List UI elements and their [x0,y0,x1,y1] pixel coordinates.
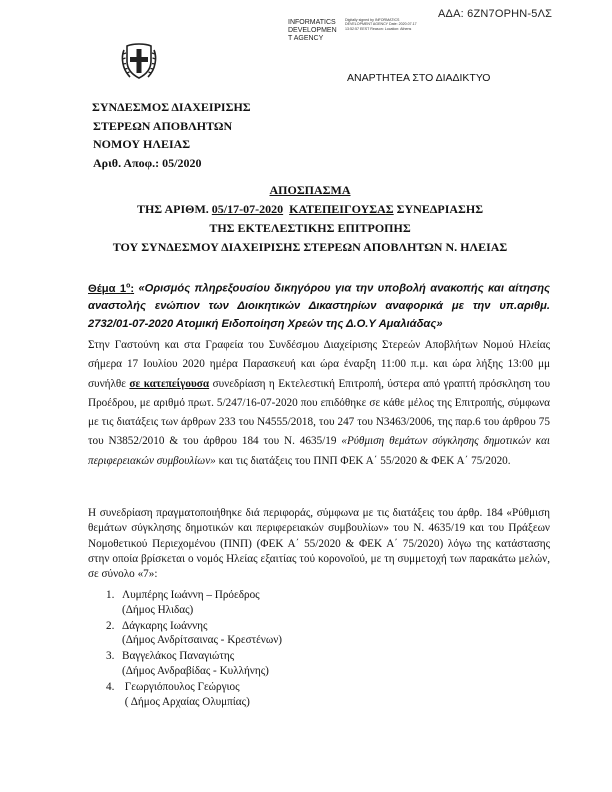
law-title: «Ρύθμιση θεμάτων σύγκλησης δημοτικών και περιφερειακών συμβουλίων» [88,435,551,467]
issuer-line: ΣΤΕΡΕΩΝ ΑΠΟΒΛΗΤΩΝ [93,118,233,133]
document-title-text: ΑΠΟΣΠΑΣΜΑ [269,183,351,197]
session-line [60,202,560,217]
association-line: ΤΟΥ ΣΥΝΔΕΣΜΟΥ ΔΙΑΧΕΙΡΙΣΗΣ ΣΤΕΡΕΩΝ ΑΠΟΒΛΗΤΩΝ Ν. ΗΛΕΙΑΣ [112,240,508,254]
stamp-line: DEVELOPMEN [288,27,337,34]
document-title [60,183,560,198]
signature-details: Digitally signed by INFORMATICS DEVELOPMENT AGENCY Date: 2020.07.17 13:52:57 EEST Reason: Location: Athens [345,18,417,31]
signature-stamp [288,19,337,43]
ada-code: ΑΔΑ: 6ΖΝ7ΟΡΗΝ-5ΛΣ [438,8,553,20]
decision-number: Αριθ. Αποφ.: 05/2020 [93,155,202,170]
stamp-line: T AGENCY [288,35,324,42]
issuer-line: ΝΟΜΟΥ ΗΛΕΙΑΣ [93,137,191,151]
list-item: 4. Γεωργιόπουλος Γεώργιος ( Δήμος Αρχαίας Ολυμπίας) [106,680,250,708]
coat-of-arms-icon [121,41,157,81]
session-suffix: ΣΥΝΕΔΡΙΑΣΗΣ [393,202,484,216]
list-item: 1. Λυμπέρης Ιωάννη – Πρόεδρος (Δήμος Ηλιδας) [106,589,260,616]
circulation-paragraph: Η συνεδρίαση πραγματοποιήθηκε διά περιφοράς, σύμφωνα με τις διατάξεις του άρθρ. 184 «Ρύθμιση θεμάτων σύγκλησης δημοτικών και περιφερειακών συμβουλίων» του Ν. 4635/19 και του Πράξεων Νομοθετικού Περιεχομένου (ΠΝΠ) (ΦΕΚ Α΄ 55/2020 & ΦΕΚ Α΄ 75/2020) λόγω της κατάστασης στην οποία βρίσκεται ο νομός Ηλείας εξαιτίας τού κορονοϊού, με τη συμμετοχή των παρακάτω μελών, σε σύνολο «7»: [88,507,550,581]
stamp-line: INFORMATICS [288,19,336,26]
session-prefix: ΤΗΣ ΑΡΙΘΜ. [136,202,212,216]
list-item: 2. Δάγκαρης Ιωάννης (Δήμος Ανδρίτσαινας - Κρεστένων) [106,619,282,647]
urgent-emphasis: σε κατεπείγουσα [129,377,210,390]
session-number: 05/17-07-2020 [211,202,284,216]
publish-notice: ΑΝΑΡΤΗΤΕΑ ΣΤΟ ΔΙΑΔΙΚΤΥΟ [347,72,491,84]
subject-label: Θέμα $1^o$: [88,282,135,295]
list-item: 3. Βαγγελάκος Παναγιώτης (Δήμος Ανδραβίδας - Κυλλήνης) [106,650,269,677]
session-type: ΚΑΤΕΠΕΙΓΟΥΣΑΣ [289,202,394,216]
subject-text: «Ορισμός πληρεξουσίου δικηγόρου για την υποβολή ανακοπής και αίτησης αναστολής ενώπιον των Διοικητικών Δικαστηρίων αναφορικά με την υπ.αριθμ. 2732/01-07-2020 Ατομική Ειδοποίηση Χρεών της Δ.Ο.Υ Αμαλιάδας» [88,282,550,330]
issuer-block [92,98,251,172]
session-paragraph: Στην Γαστούνη και στα Γραφεία του Συνδέσμου Διαχείρισης Στερεών Αποβλήτων Νομού Ηλείας σήμερα 17 Ιουλίου 2020 ημέρα Παρασκευή και ώρα έναρξη 11:00 π.μ. και ώρα λήξης 13:00 μμ συνήλθε σε κατεπείγουσα συνεδρίαση η Εκτελεστική Επιτροπή, ύστερα από γραπτή πρόσκληση του Προέδρου, με αριθμό πρωτ. 5/247/16-07-2020 που επιδόθηκε σε κάθε μέλος της Επιτροπής, σύμφωνα με τις διατάξεις των άρθρων 233 του Ν4555/2018, του 247 του Ν3463/2006, της παρ.6 του άρθρου 75 του Ν3852/2010 & του άρθρου 184 του Ν. 4635/19 «Ρύθμιση θεμάτων σύγκλησης δημοτικών και περιφερειακών συμβουλίων» και τις διατάξεις του ΠΝΠ ΦΕΚ Α΄ 55/2020 & ΦΕΚ Α΄ 75/2020. [88,339,551,467]
issuer-line: ΣΥΝΔΕΣΜΟΣ ΔΙΑΧΕΙΡΙΣΗΣ [92,100,251,114]
members-list [106,588,282,710]
committee-line: ΤΗΣ ΕΚΤΕΛΕΣΤΙΚΗΣ ΕΠΙΤΡΟΠΗΣ [209,221,411,235]
subject-paragraph [88,277,550,333]
